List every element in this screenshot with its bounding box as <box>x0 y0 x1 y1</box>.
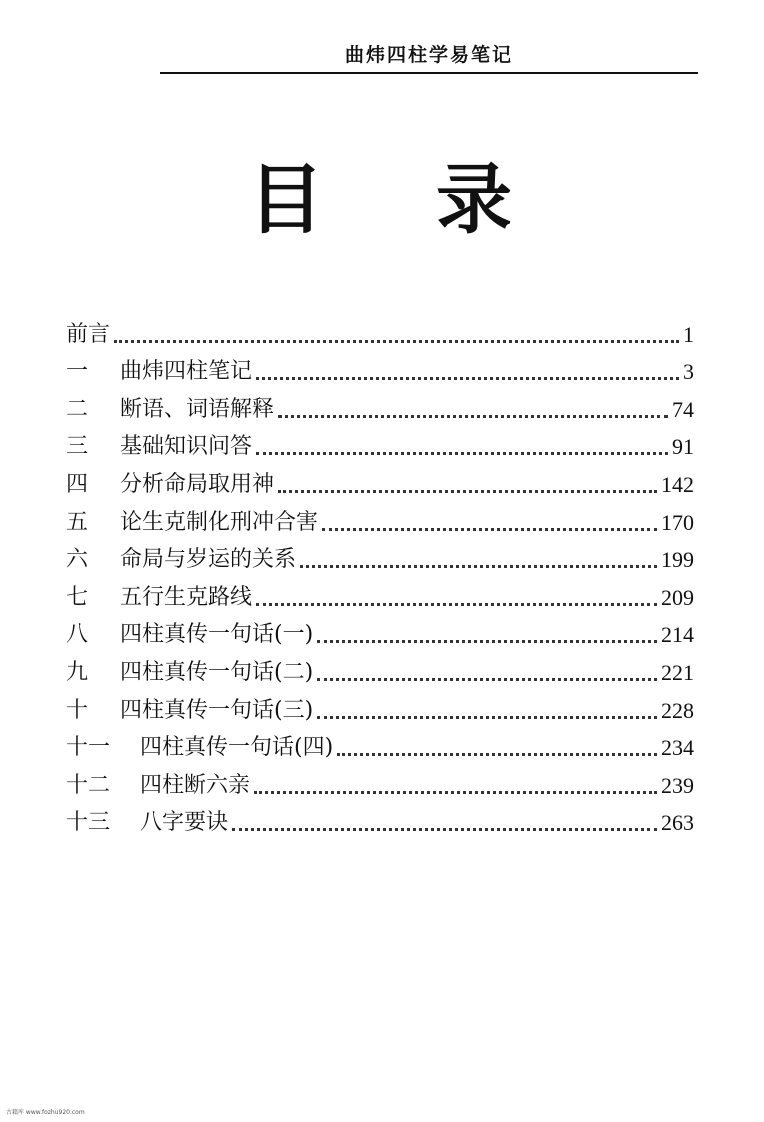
toc-entry-number: 十 <box>66 697 89 723</box>
toc-entry-page: 209 <box>661 584 694 610</box>
toc-entry-number: 六 <box>66 547 89 573</box>
page-title-char-2: 录 <box>436 155 512 244</box>
toc-entry-title: 四柱断六亲 <box>140 772 251 798</box>
toc-leader-dots <box>278 490 657 493</box>
toc-entry-page: 74 <box>672 396 694 422</box>
toc-entry-title: 论生克制化刑冲合害 <box>120 509 319 535</box>
toc-row <box>66 575 694 613</box>
toc-entry-page: 239 <box>661 772 694 798</box>
toc-entry-number: 七 <box>66 584 89 610</box>
toc-row <box>66 538 694 576</box>
toc-entry-page: 199 <box>661 547 694 573</box>
toc-leader-dots <box>256 377 679 380</box>
toc-leader-dots <box>256 603 657 606</box>
toc-leader-dots <box>317 716 657 719</box>
toc-leader-dots <box>300 565 657 568</box>
running-header <box>160 40 698 74</box>
toc-leader-dots <box>114 340 679 343</box>
toc-row <box>66 500 694 538</box>
toc-entry-page: 3 <box>683 359 694 385</box>
toc-row <box>66 650 694 688</box>
toc-leader-dots <box>254 791 657 794</box>
toc-entry-title: 四柱真传一句话(一) <box>120 622 314 648</box>
toc-entry-number: 一 <box>66 359 89 385</box>
toc-entry-page: 1 <box>683 321 694 347</box>
toc-leader-dots <box>317 640 657 643</box>
toc-leader-dots <box>337 753 657 756</box>
toc-row <box>66 425 694 463</box>
toc-leader-dots <box>256 452 668 455</box>
toc-entry-page: 234 <box>661 735 694 761</box>
toc-row <box>66 688 694 726</box>
toc-entry-title: 曲炜四柱笔记 <box>120 359 253 385</box>
toc-entry-number: 九 <box>66 659 89 685</box>
toc-leader-dots <box>317 678 657 681</box>
toc-entry-page: 91 <box>672 434 694 460</box>
toc-entry-title: 四柱真传一句话(四) <box>140 735 334 761</box>
footer-watermark: 古籍库 www.fozhu920.com <box>6 1109 85 1116</box>
toc-row <box>66 387 694 425</box>
toc-entry-title: 五行生克路线 <box>120 584 253 610</box>
toc-leader-dots <box>232 828 657 831</box>
toc-entry-title: 前言 <box>66 321 111 347</box>
page-title-char-1: 目 <box>248 155 324 244</box>
toc-entry-title: 命局与岁运的关系 <box>120 547 297 573</box>
toc-entry-number: 十三 <box>66 810 111 836</box>
toc-entry-title: 四柱真传一句话(三) <box>120 697 314 723</box>
toc-row <box>66 462 694 500</box>
toc-row <box>66 763 694 801</box>
toc-entry-number: 五 <box>66 509 89 535</box>
toc-entry-page: 142 <box>661 471 694 497</box>
toc-entry-number: 二 <box>66 396 89 422</box>
toc-entry-page: 170 <box>661 509 694 535</box>
toc-row <box>66 613 694 651</box>
toc-entry-number: 四 <box>66 471 89 497</box>
running-header-title: 曲炜四柱学易笔记 <box>344 44 513 66</box>
toc-row <box>66 801 694 839</box>
toc-entry-title: 断语、词语解释 <box>120 396 275 422</box>
toc-entry-number: 十二 <box>66 772 111 798</box>
toc-leader-dots <box>278 415 668 418</box>
toc-row-preface <box>66 312 694 350</box>
toc-entry-title: 四柱真传一句话(二) <box>120 659 314 685</box>
toc-entry-page: 214 <box>661 622 694 648</box>
toc-entry-page: 221 <box>661 659 694 685</box>
toc-row <box>66 726 694 764</box>
toc-entry-page: 263 <box>661 810 694 836</box>
toc-entry-number: 八 <box>66 622 89 648</box>
page-title <box>0 150 764 250</box>
toc-row <box>66 350 694 388</box>
toc-leader-dots <box>322 528 657 531</box>
toc-entry-number: 三 <box>66 434 89 460</box>
toc-entry-title: 基础知识问答 <box>120 434 253 460</box>
table-of-contents <box>66 312 694 838</box>
toc-entry-number: 十一 <box>66 735 111 761</box>
toc-entry-title: 分析命局取用神 <box>120 471 275 497</box>
toc-entry-page: 228 <box>661 697 694 723</box>
toc-entry-title: 八字要诀 <box>140 810 229 836</box>
